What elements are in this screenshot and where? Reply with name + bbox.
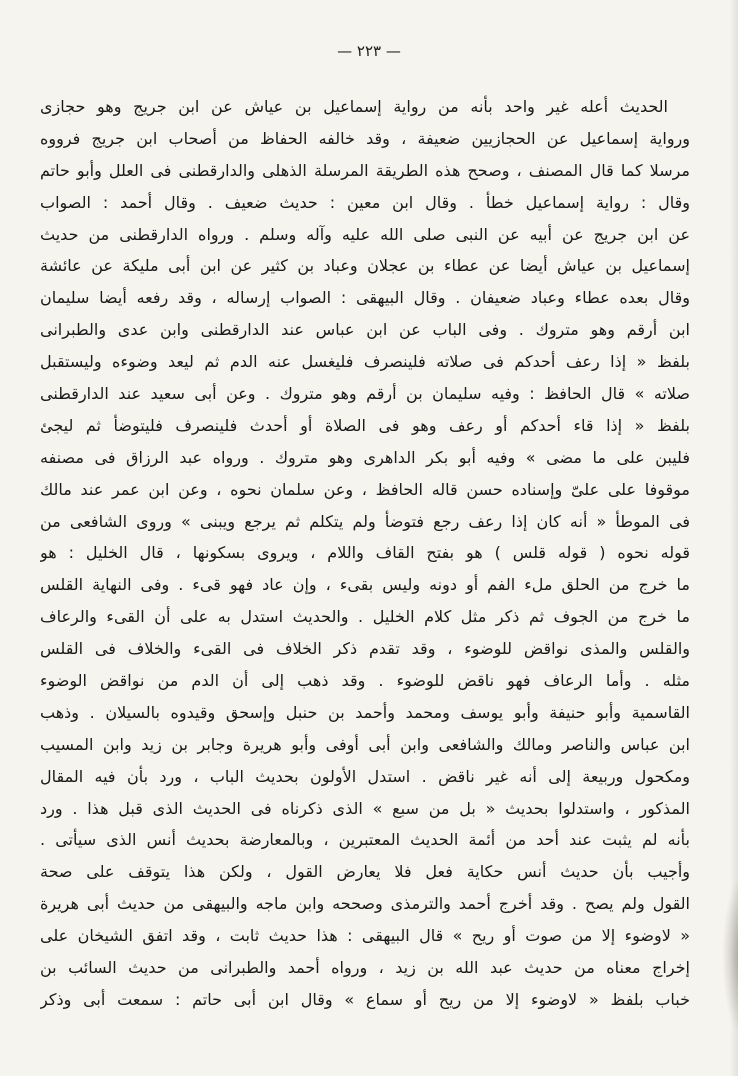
text-line: فى الموطأ « أنه كان إذا رعف رجع فتوضأ ولم يتكلم ثم يرجع ويبنى » وروى الشافعى من: [40, 511, 690, 531]
text-line: « لاوضوء إلا من صوت أو ريح » قال البيهقى : هذا حديث ثابت ، وقد اتفق الشيخان على: [40, 926, 690, 946]
text-line: صلاته » قال الحافظ : وفيه سليمان بن أرقم وهو متروك . وعن أبى سعيد عند الدارقطنى: [40, 384, 690, 404]
text-line: فليبن على ما مضى » وفيه أبو بكر الداهرى وهو متروك . ورواه عبد الرزاق فى مصنفه: [40, 447, 690, 467]
text-line: مثله . وأما الرعاف فهو ناقض للوضوء . وقد ذهب إلى أن الدم من نواقض الوضوء: [40, 671, 690, 691]
text-line: وأجيب بأن حديث أنس حكاية فعل فلا يعارض القول ، ولكن هذا يتوقف على صحة: [40, 862, 690, 882]
binding-shadow: [722, 876, 738, 1036]
text-line: المذكور ، واستدلوا بحديث « بل من سبع » الذى ذكرناه فى الحديث الذى قبل هذا . ورد: [40, 798, 690, 818]
text-line: بأنه لم يثبت عند أحد من أئمة الحديث المعتبرين ، وبالمعارضة بحديث أنس الذى سيأتى .: [40, 830, 690, 850]
text-line: ورواية إسماعيل عن الحجازيين ضعيفة ، وقد خالفه الحفاظ من أصحاب ابن جريج فرووه: [40, 128, 690, 148]
page-number: — ٢٢٣ —: [337, 42, 401, 60]
text-line: وقال : رواية إسماعيل خطأ . وقال ابن معين : حديث ضعيف . وقال أحمد : الصواب: [40, 192, 690, 212]
text-line: ابن أرقم وهو متروك . وفى الباب عن ابن عباس عند الدارقطنى وابن عدى والطبرانى: [40, 320, 690, 340]
text-line: قوله نحوه ( قوله قلس ) هو بفتح القاف واللام ، ويروى بسكونها ، قال الخليل : هو: [40, 543, 690, 563]
text-line: ابن عباس والناصر ومالك والشافعى وابن أبى أوفى وأبو هريرة وجابر بن زيد وابن المسيب: [40, 734, 690, 754]
text-line: مرسلا كما قال المصنف ، وصحح هذه الطريقة المرسلة الذهلى والدارقطنى فى العلل وأبو حاتم: [40, 160, 690, 180]
text-line: ما خرج من الحلق ملء الفم أو دونه وليس بقىء ، وإن عاد فهو قىء . وفى النهاية القلس: [40, 575, 690, 595]
text-line: بلفظ « إذا رعف أحدكم فى صلاته فلينصرف فليغسل عنه الدم ثم ليعد وضوءه وليستقبل: [40, 352, 690, 372]
text-line: الحديث أعله غير واحد بأنه من رواية إسماعيل بن عياش عن ابن جريج وهو حجازى: [40, 97, 668, 116]
text-line: القول ولم يصح . وقد أخرج أحمد والترمذى وصححه وابن ماجه والبيهقى من حديث أبى هريرة: [40, 894, 690, 914]
text-line: ومكحول وربيعة إلى أنه غير ناقض . استدل الأولون بحديث الباب ، ورد بأن فيه المقال: [40, 766, 690, 786]
text-line: وقال بعده عطاء وعباد ضعيفان . وقال البيهقى : الصواب إرساله ، وقد رفعه أيضا سليمان: [40, 288, 690, 308]
text-line: خباب بلفظ « لاوضوء إلا من ريح أو سماع » وقال ابن أبى حاتم : سمعت أبى وذكر: [40, 989, 690, 1009]
text-line: عن ابن جريج عن أبيه عن النبى صلى الله عليه وآله وسلم . ورواه الدارقطنى من حديث: [40, 224, 690, 244]
page-edge-shading: [730, 0, 738, 1076]
text-line: والقلس والمذى نواقض للوضوء ، وقد تقدم ذكر الخلاف فى القىء والخلاف فى القلس: [40, 639, 690, 659]
text-line: ما خرج من الجوف ثم ذكر مثل كلام الخليل . والحديث استدل به على أن القىء والرعاف: [40, 607, 690, 627]
page-text: [40, 91, 690, 1016]
text-line: إسماعيل بن عياش أيضا عن عطاء بن عجلان وعباد بن كثير عن ابن أبى مليكة عن عائشة: [40, 256, 690, 276]
text-line: القاسمية وأبو حنيفة وأبو يوسف ومحمد وأحمد بن حنبل وإسحق وقيدوه بالسيلان . وذهب: [40, 702, 690, 722]
text-line: إخراج معناه من حديث عبد الله بن زيد ، ورواه أحمد والطبرانى من حديث السائب بن: [40, 958, 690, 978]
text-line: بلفظ « إذا قاء أحدكم أو رعف وهو فى الصلاة أو أحدث فلينصرف فليتوضأ ثم ليجئ: [40, 415, 690, 435]
text-line: موقوفا على علىّ وإسناده حسن قاله الحافظ ، وعن سلمان نحوه ، وعن ابن عمر عند مالك: [40, 479, 690, 499]
